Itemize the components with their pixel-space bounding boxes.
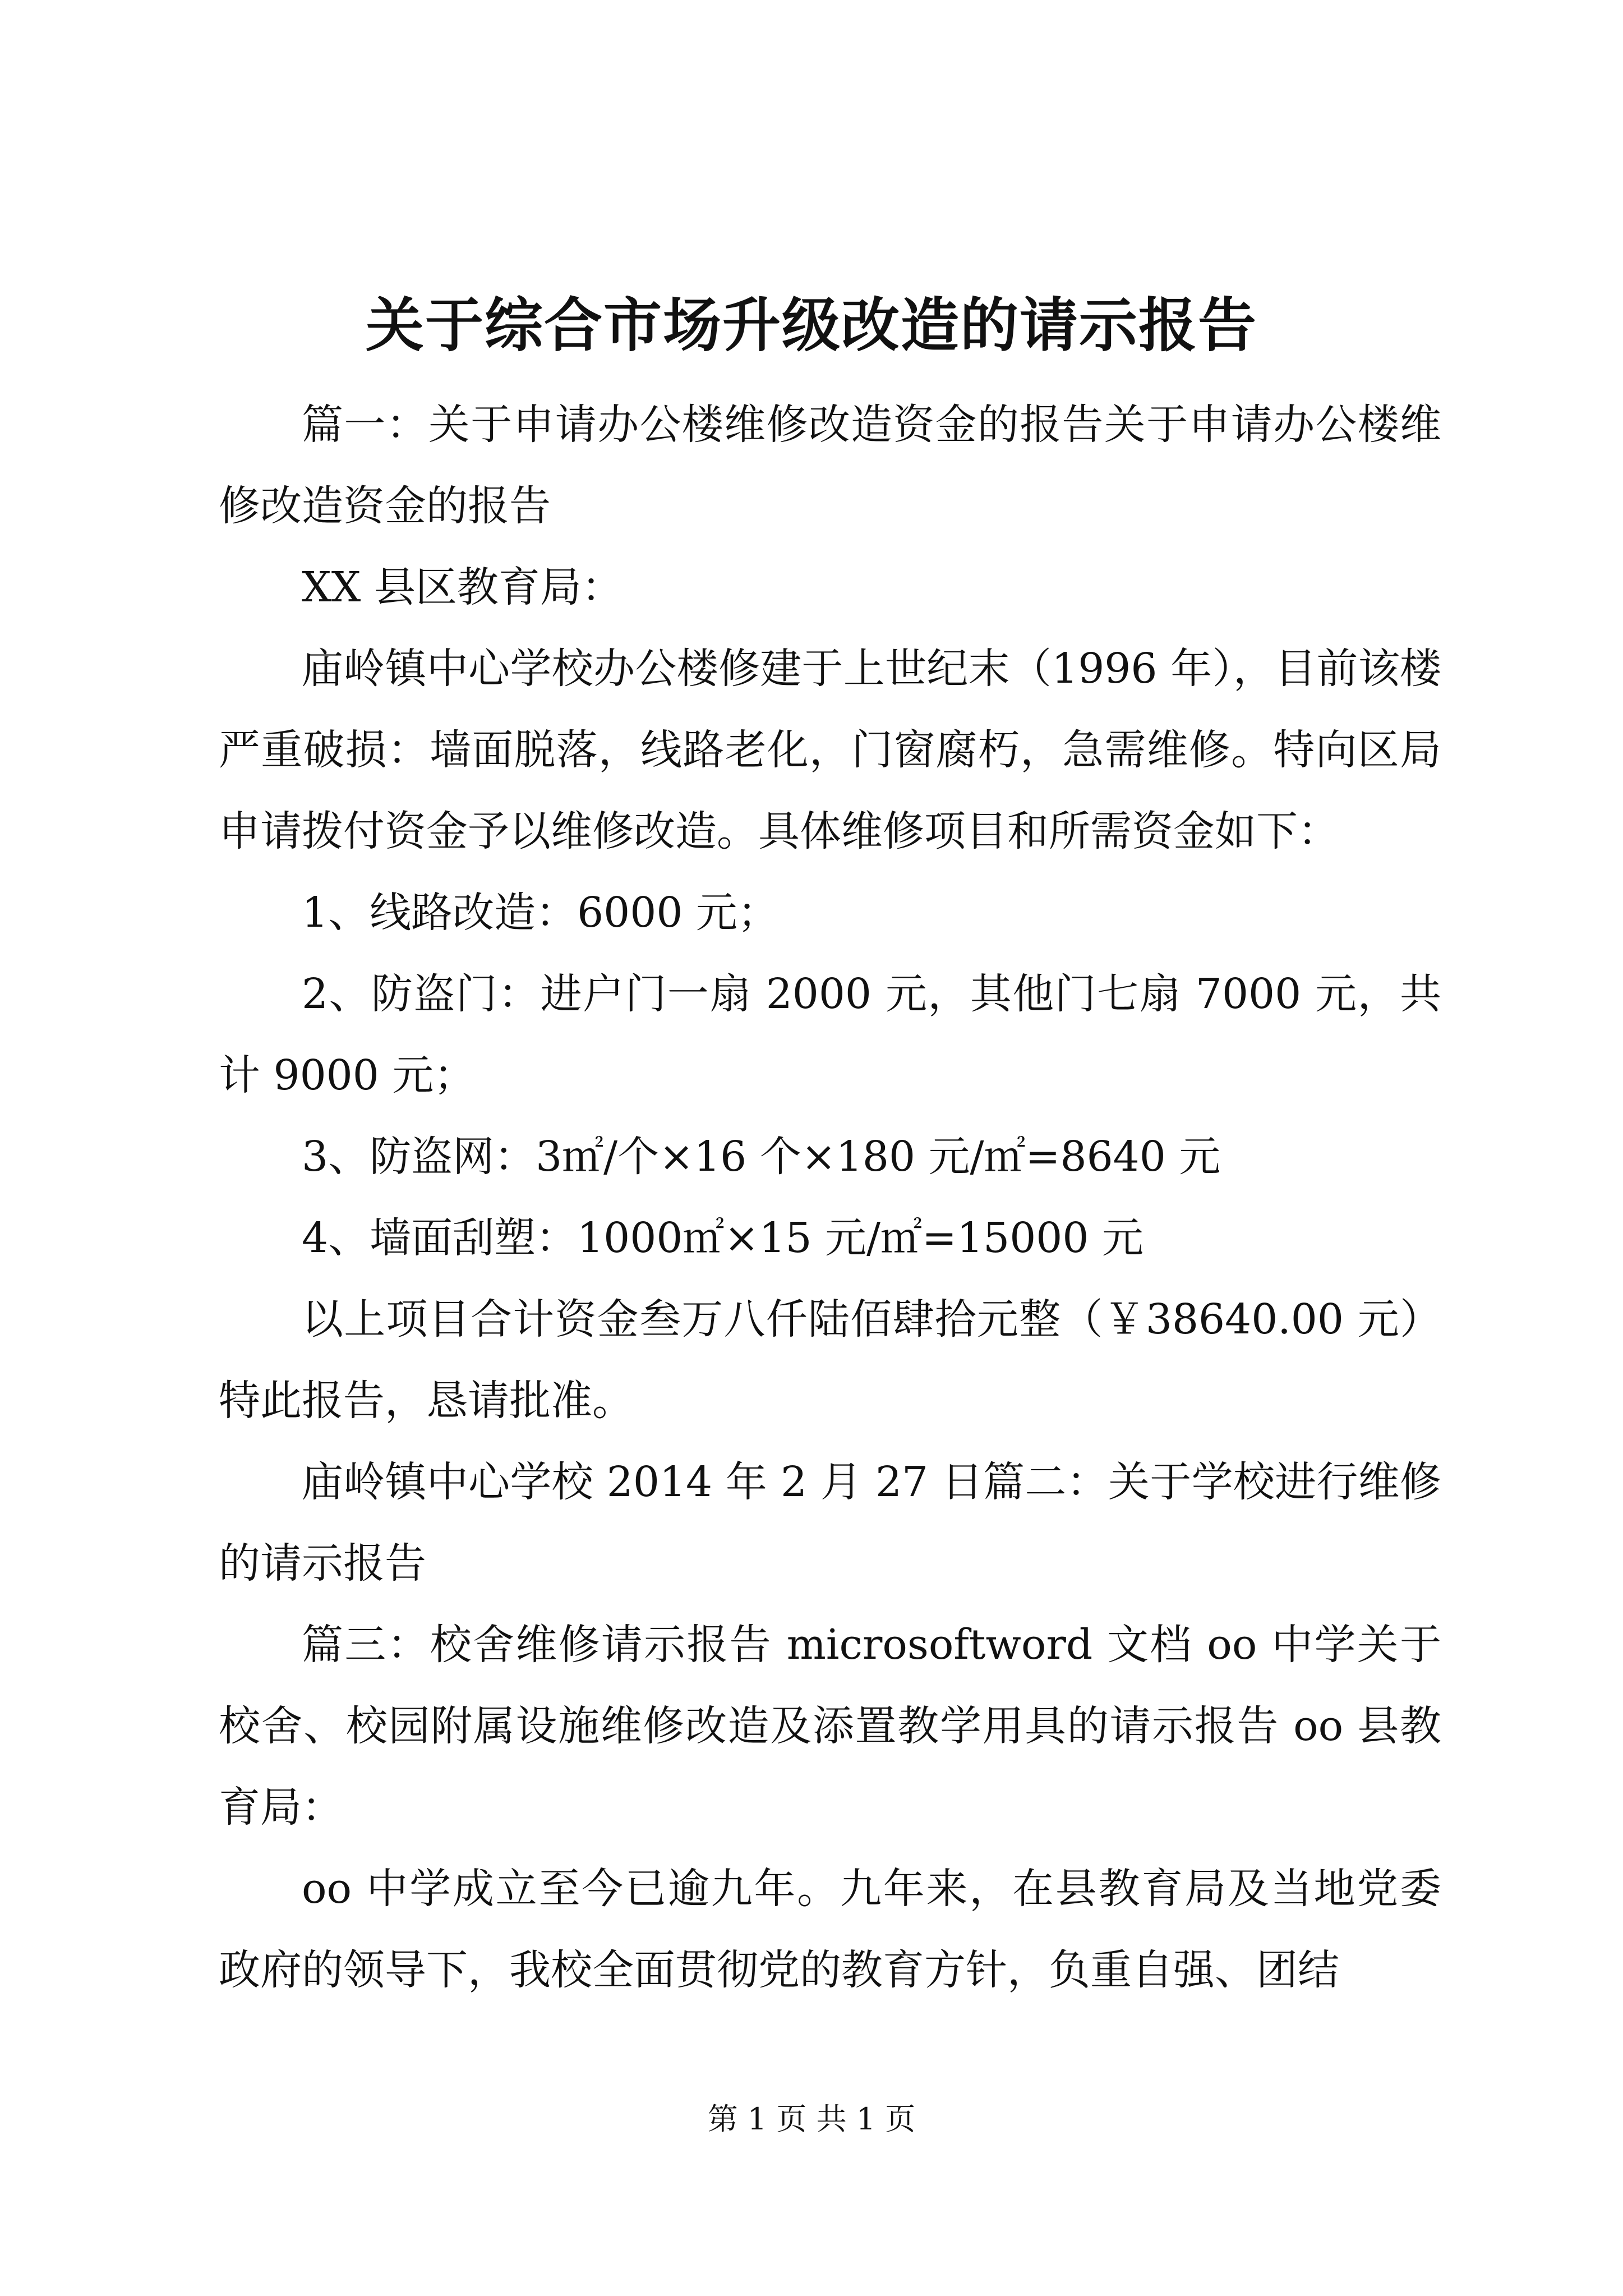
document-body bbox=[219, 384, 1441, 2011]
paragraph-10: 篇三：校舍维修请示报告 microsoftword 文档 oo 中学关于校舍、校园附属设施维修改造及添置教学用具的请示报告 oo 县教育局： bbox=[219, 1621, 1441, 1832]
paragraph-4: 1、线路改造：6000 元； bbox=[302, 889, 779, 937]
paragraph-5: 2、防盗门：进户门一扇 2000 元，其他门七扇 7000 元，共计 9000 元； bbox=[219, 970, 1441, 1099]
paragraph-9: 庙岭镇中心学校 2014 年 2 月 27 日篇二：关于学校进行维修的请示报告 bbox=[219, 1458, 1441, 1588]
paragraph-1: 篇一：关于申请办公楼维修改造资金的报告关于申请办公楼维修改造资金的报告 bbox=[219, 401, 1441, 530]
paragraph-3: 庙岭镇中心学校办公楼修建于上世纪末（1996 年），目前该楼严重破损：墙面脱落，线路老化，门窗腐朽，急需维修。特向区局申请拨付资金予以维修改造。具体维修项目和所需资金如下： bbox=[219, 645, 1441, 855]
document-title: 关于综合市场升级改造的请示报告 bbox=[365, 291, 1257, 360]
paragraph-8: 以上项目合计资金叁万八仟陆佰肆拾元整（￥38640.00 元）特此报告，恳请批准。 bbox=[219, 1295, 1441, 1425]
paragraph-2: XX 县区教育局： bbox=[302, 563, 623, 611]
paragraph-6: 3、防盗网：3㎡/个×16 个×180 元/㎡=8640 元 bbox=[302, 1133, 1221, 1181]
paragraph-7: 4、墙面刮塑：1000㎡×15 元/㎡=15000 元 bbox=[302, 1214, 1144, 1262]
page-footer: 第 1 页 共 1 页 bbox=[707, 2101, 916, 2137]
paragraph-11: oo 中学成立至今已逾九年。九年来，在县教育局及当地党委政府的领导下，我校全面贯彻党的教育方针，负重自强、团结 bbox=[219, 1865, 1441, 1994]
